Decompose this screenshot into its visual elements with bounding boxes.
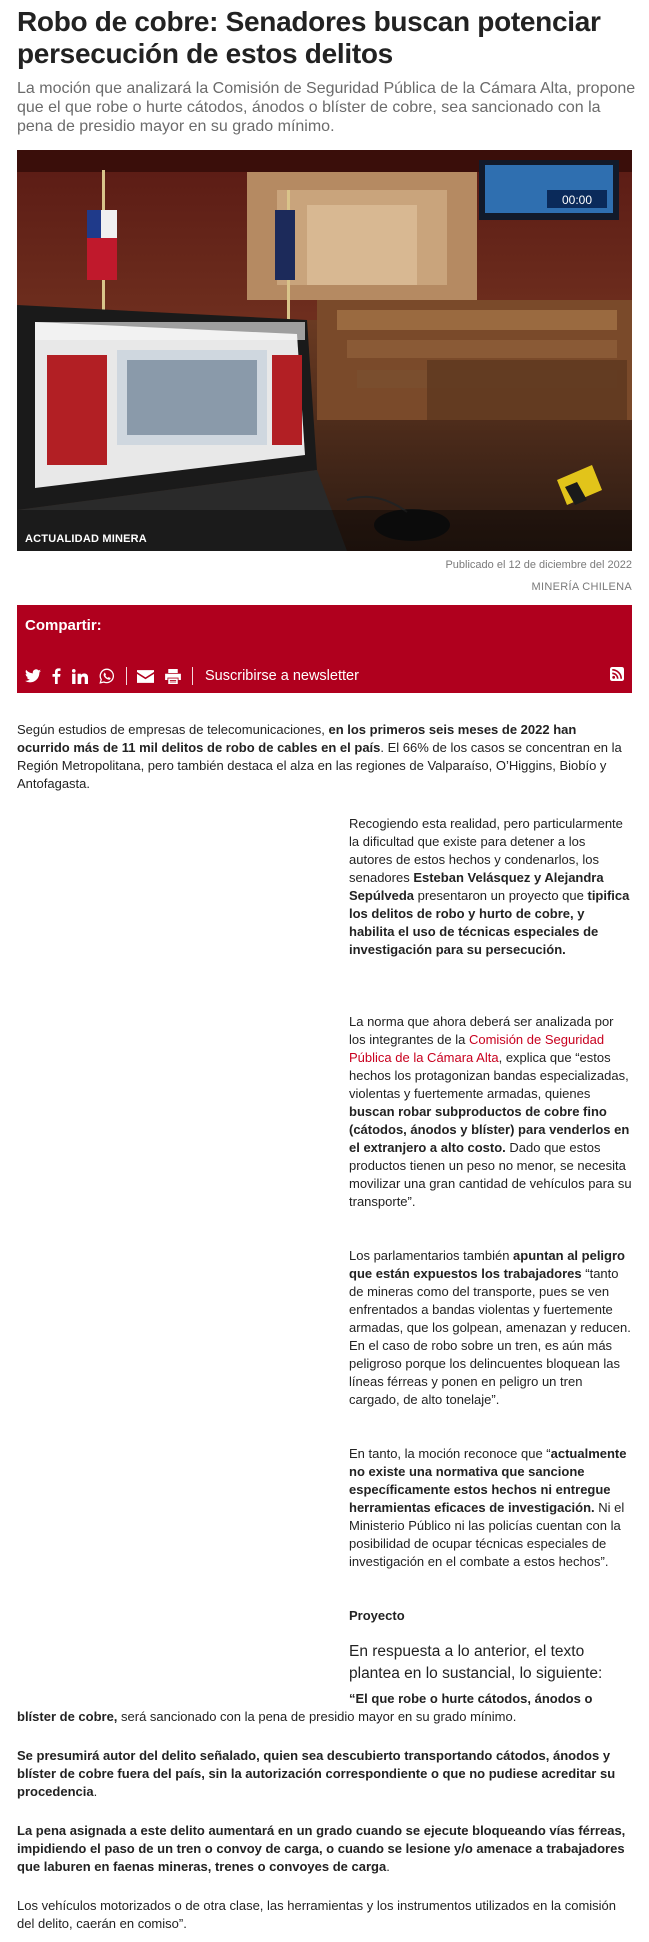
text-bold: tipifica los delitos de robo y hurto de cobre, y habilita el uso de técnicas especiales de investigación para su persecución. bbox=[349, 888, 630, 957]
paragraph-respuesta: En respuesta a lo anterior, el texto plantea en lo sustancial, lo siguiente: bbox=[349, 1643, 603, 1682]
share-bar bbox=[17, 605, 632, 693]
text-bold: apuntan al peligro que están expuestos los trabajadores bbox=[349, 1248, 625, 1281]
text-run: Dado que estos productos tienen un peso no menor, se necesita movilizar una gran cantidad de vehículos para su transporte”. bbox=[349, 1140, 632, 1209]
text-bold: Esteban Velásquez y Alejandra Sepúlveda bbox=[349, 870, 604, 903]
linkedin-icon[interactable] bbox=[72, 669, 88, 684]
share-divider-2 bbox=[192, 667, 193, 685]
text-run: será sancionado con la pena de presidio mayor en su grado mínimo. bbox=[117, 1709, 517, 1724]
text-bold: en los primeros seis meses de 2022 han ocurrido más de 11 mil delitos de robo de cables en el país bbox=[17, 722, 577, 755]
email-icon[interactable] bbox=[137, 670, 154, 683]
text-run: “tanto de mineras como del transporte, pues se ven enfrentados a bandas violentas y fuertemente armadas, que los golpean, amenazan y reducen. En el caso de robo sobre un tren, es aún más peligroso porque los delincuentes bloquean las líneas férreas y ponen en peligro un tren cargado, de alto tonelaje”. bbox=[349, 1266, 631, 1407]
senate-chamber-photo bbox=[17, 150, 632, 551]
text-bold: Se presumirá autor del delito señalado, quien sea descubierto transportando cátodos, ánodos y blíster de cobre fuera del país, sin la autorización correspondiente o que no pudiese acreditar su procedencia bbox=[17, 1748, 616, 1799]
commission-link[interactable]: Comisión de Seguridad Pública de la Cámara Alta bbox=[349, 1032, 605, 1065]
paragraph-norma bbox=[349, 1013, 632, 1211]
section-title-proyecto bbox=[349, 1607, 632, 1625]
text-bold: “El que robe o hurte cátodos, ánodos o bbox=[349, 1691, 593, 1706]
article-source: MINERÍA CHILENA bbox=[531, 581, 632, 593]
text-run: En tanto, la moción reconoce que “ bbox=[349, 1446, 551, 1461]
text-run: , explica que “estos hechos los protagonizan bandas especializadas, violentas y fuertemente armadas, quienes bbox=[349, 1050, 629, 1101]
twitter-icon[interactable] bbox=[25, 669, 41, 683]
paragraph-intro bbox=[17, 721, 632, 793]
article-subtitle: La moción que analizará la Comisión de Seguridad Pública de la Cámara Alta, propone que el que robe o hurte cátodos, ánodos o blíster de cobre, sea sancionado con la pena de presidio mayor en su grado mínimo. bbox=[17, 80, 636, 135]
whatsapp-icon[interactable] bbox=[99, 668, 115, 684]
share-divider bbox=[126, 667, 127, 685]
text-run: Ni el Ministerio Público ni las policías cuentan con la posibilidad de ocupar técnicas especiales de investigación en el combate a estos hechos”. bbox=[349, 1500, 625, 1569]
facebook-icon[interactable] bbox=[52, 668, 61, 684]
paragraph-senators bbox=[349, 815, 632, 959]
newsletter-link[interactable]: Suscribirse a newsletter bbox=[205, 668, 359, 684]
section-heading: Proyecto bbox=[349, 1608, 405, 1623]
text-run: Recogiendo esta realidad, pero particularmente la dificultad que existe para detener a los autores de estos hechos y condenarlos, los senadores bbox=[349, 816, 623, 885]
text-run: presentaron un proyecto que bbox=[414, 888, 588, 903]
text-run: Los parlamentarios también bbox=[349, 1248, 514, 1263]
paragraph-presuncion bbox=[17, 1747, 632, 1801]
publish-date: Publicado el 12 de diciembre del 2022 bbox=[445, 559, 632, 571]
article-title: Robo de cobre: Senadores buscan potenciar persecución de estos delitos bbox=[17, 6, 601, 69]
text-bold: La pena asignada a este delito aumentará en un grado cuando se ejecute bloqueando vías férreas, impidiendo el paso de un tren o convoy de carga, o cuando se lesione y/o amenace a trabajadores que laburen en faenas mineras, trenes o convoyes de carga bbox=[17, 1823, 626, 1874]
paragraph-workers bbox=[349, 1247, 632, 1409]
text-run: . bbox=[386, 1859, 390, 1874]
share-icons-row bbox=[25, 665, 624, 687]
rss-icon[interactable] bbox=[610, 667, 624, 686]
hero-image bbox=[17, 150, 632, 551]
print-icon[interactable] bbox=[165, 669, 181, 684]
text-bold: actualmente no existe una normativa que sancione específicamente estos hechos ni entregue herramientas eficaces de investigación. bbox=[349, 1446, 627, 1515]
paragraph-quote-start bbox=[349, 1690, 632, 1708]
text-run: . bbox=[93, 1784, 98, 1799]
text-bold: blíster de cobre, bbox=[17, 1709, 118, 1724]
image-credit: ACTUALIDAD MINERA bbox=[25, 533, 147, 545]
paragraph-comiso: Los vehículos motorizados o de otra clase, las herramientas y los instrumentos utilizados en la comisión del delito, caerán en comiso”. bbox=[17, 1898, 617, 1931]
text-bold: buscan robar subproductos de cobre fino (cátodos, ánodos y blíster) para venderlos en el extranjero a alto costo. bbox=[349, 1104, 630, 1155]
paragraph-pena bbox=[17, 1822, 632, 1876]
svg-text:00:00: 00:00 bbox=[561, 193, 593, 207]
paragraph-quote-end bbox=[17, 1708, 632, 1726]
text-run: La norma que ahora deberá ser analizada por los integrantes de la bbox=[349, 1014, 614, 1047]
text-run: Según estudios de empresas de telecomunicaciones, bbox=[17, 722, 329, 737]
paragraph-mocion bbox=[349, 1445, 632, 1571]
share-label: Compartir: bbox=[25, 617, 102, 634]
text-run: . El 66% de los casos se concentran en la Región Metropolitana, pero también destaca el alza en las regiones de Valparaíso, O’Higgins, Biobío y Antofagasta. bbox=[17, 740, 622, 791]
